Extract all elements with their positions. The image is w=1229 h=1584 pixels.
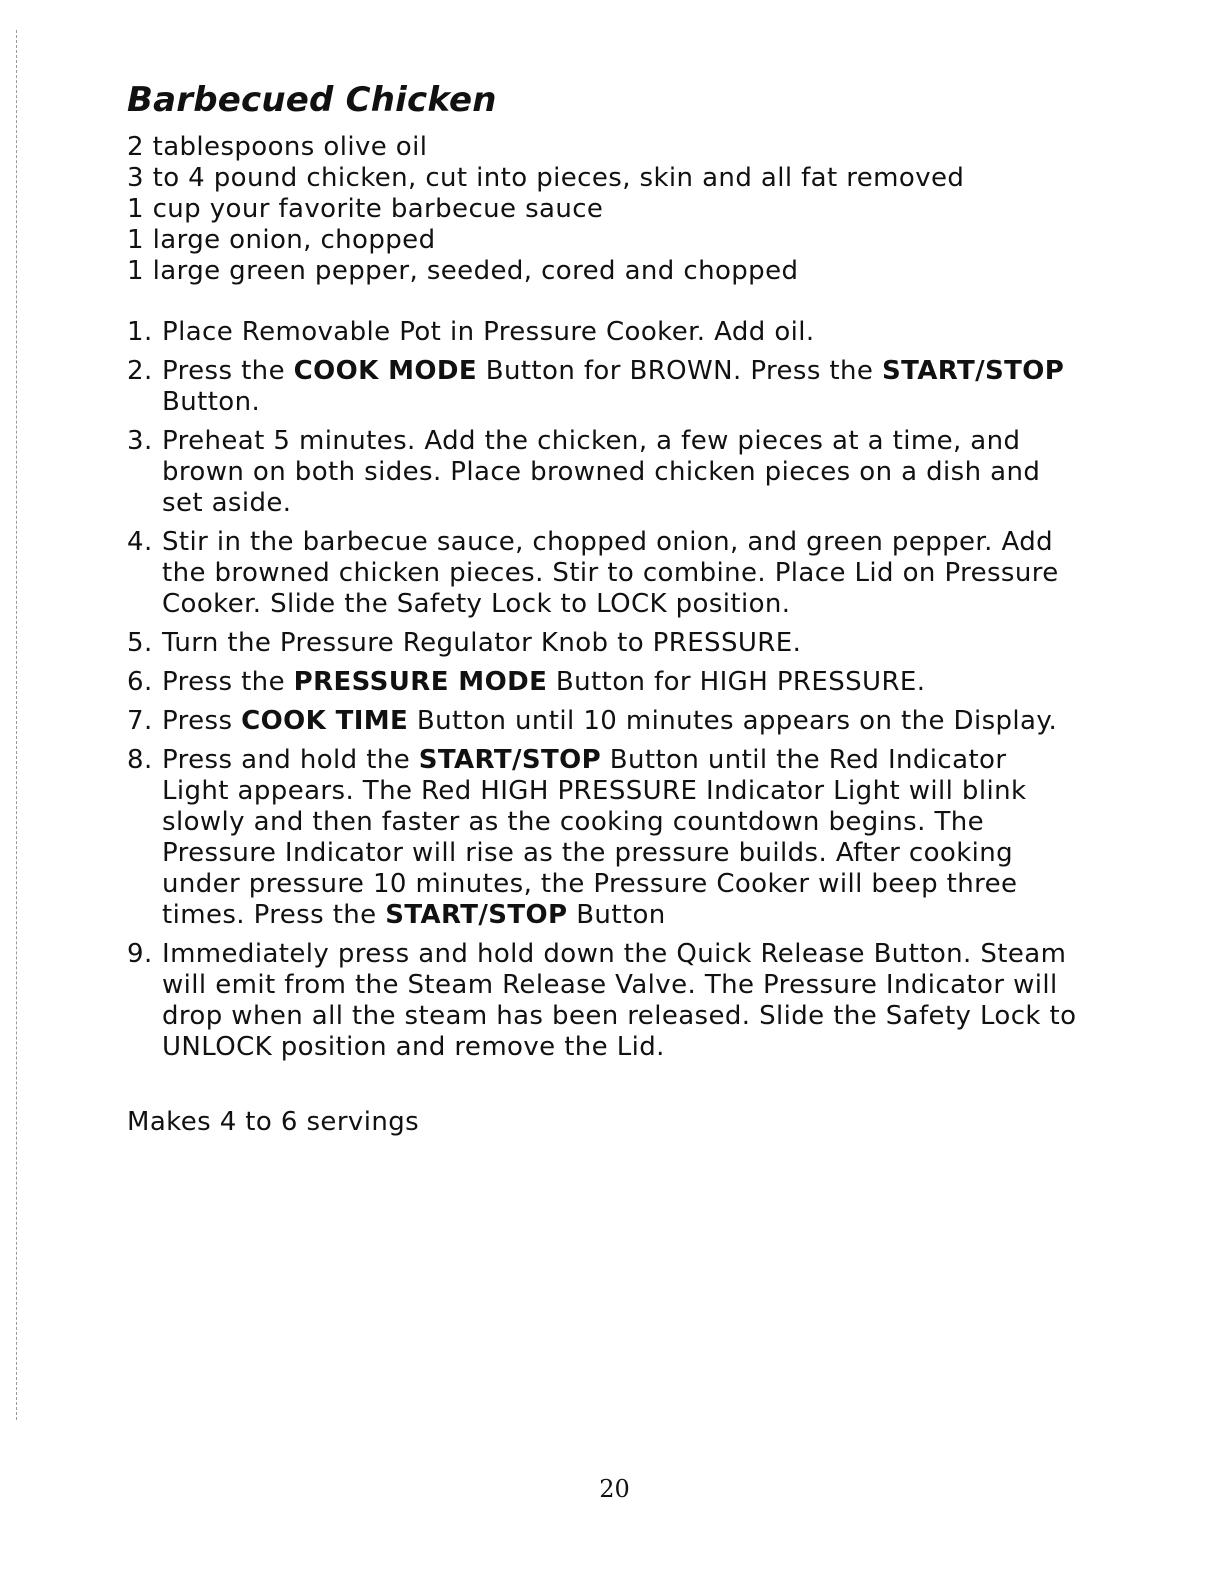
step-text-run: Button. — [162, 387, 261, 417]
step-number: 2. — [127, 356, 153, 386]
step-number: 8. — [127, 745, 153, 775]
step-text — [162, 667, 1077, 698]
instruction-step — [127, 667, 1107, 698]
step-number: 9. — [127, 939, 153, 969]
step-text — [162, 745, 1077, 931]
step-text-run: Press — [162, 706, 242, 736]
instruction-step — [127, 527, 1107, 620]
step-number: 5. — [127, 628, 153, 658]
instruction-step — [127, 745, 1107, 931]
ingredient-item: 3 to 4 pound chicken, cut into pieces, skin and all fat removed — [127, 163, 965, 193]
step-text-run: Immediately press and hold down the Quick Release Button. Steam will emit from the Steam Release Valve. The Pressure Indicator will drop when all the steam has been released. Slide the Safety Lock to UNLOCK position and remove the Lid. — [162, 939, 1077, 1062]
step-text — [162, 706, 1077, 737]
step-text-run: Press the — [162, 356, 294, 386]
servings-note: Makes 4 to 6 servings — [127, 1107, 420, 1137]
ingredient-item: 1 cup your favorite barbecue sauce — [127, 194, 604, 224]
instruction-step — [127, 426, 1107, 519]
step-text-run: Button until 10 minutes appears on the Display. — [408, 706, 1058, 736]
step-text — [162, 527, 1077, 620]
step-text-run: Button for BROWN. Press the — [477, 356, 882, 386]
instruction-step — [127, 317, 1107, 348]
step-number: 3. — [127, 426, 153, 456]
button-name-emphasis: START/STOP — [418, 745, 602, 775]
step-text — [162, 939, 1077, 1063]
step-number: 6. — [127, 667, 153, 697]
step-number: 4. — [127, 527, 153, 557]
step-text-run: Press the — [162, 667, 294, 697]
step-text-run: Preheat 5 minutes. Add the chicken, a few pieces at a time, and brown on both sides. Place browned chicken pieces on a dish and set aside. — [162, 426, 1041, 518]
recipe-page — [127, 80, 1107, 1138]
button-name-emphasis: PRESSURE MODE — [293, 667, 548, 697]
ingredient-item: 2 tablespoons olive oil — [127, 132, 428, 162]
step-text-run: Press and hold the — [162, 745, 419, 775]
instruction-step — [127, 939, 1107, 1063]
button-name-emphasis: COOK MODE — [293, 356, 478, 386]
step-text — [162, 628, 1077, 659]
button-name-emphasis: START/STOP — [385, 900, 568, 930]
step-text-run: Button until the Red Indicator Light appears. The Red HIGH PRESSURE Indicator Light will blink slowly and then faster as the cooking countdown begins. The Pressure Indicator will rise as the pressure builds. After cooking under pressure 10 minutes, the Pressure Cooker will beep three times. Press the — [162, 745, 1027, 930]
ingredient-list — [127, 132, 1107, 287]
step-text — [162, 426, 1077, 519]
page-number: 20 — [599, 1475, 630, 1503]
scan-edge-line — [16, 30, 17, 1420]
step-number: 7. — [127, 706, 153, 736]
button-name-emphasis: START/STOP — [881, 356, 1065, 386]
step-text-run: Turn the Pressure Regulator Knob to PRESSURE. — [162, 628, 802, 658]
instruction-step — [127, 628, 1107, 659]
recipe-title: Barbecued Chicken — [127, 80, 497, 120]
step-text — [162, 317, 1077, 348]
button-name-emphasis: COOK TIME — [241, 706, 409, 736]
ingredient-item: 1 large green pepper, seeded, cored and chopped — [127, 256, 799, 286]
step-number: 1. — [127, 317, 153, 347]
step-text-run: Button — [567, 900, 666, 930]
ingredient-item: 1 large onion, chopped — [127, 225, 436, 255]
step-text — [162, 356, 1077, 418]
step-text-run: Button for HIGH PRESSURE. — [547, 667, 926, 697]
step-text-run: Stir in the barbecue sauce, chopped onion, and green pepper. Add the browned chicken pieces. Stir to combine. Place Lid on Pressure Cooker. Slide the Safety Lock to LOCK position. — [162, 527, 1059, 619]
instruction-step — [127, 706, 1107, 737]
instruction-list — [127, 317, 1107, 1063]
instruction-step — [127, 356, 1107, 418]
step-text-run: Place Removable Pot in Pressure Cooker. Add oil. — [162, 317, 815, 347]
